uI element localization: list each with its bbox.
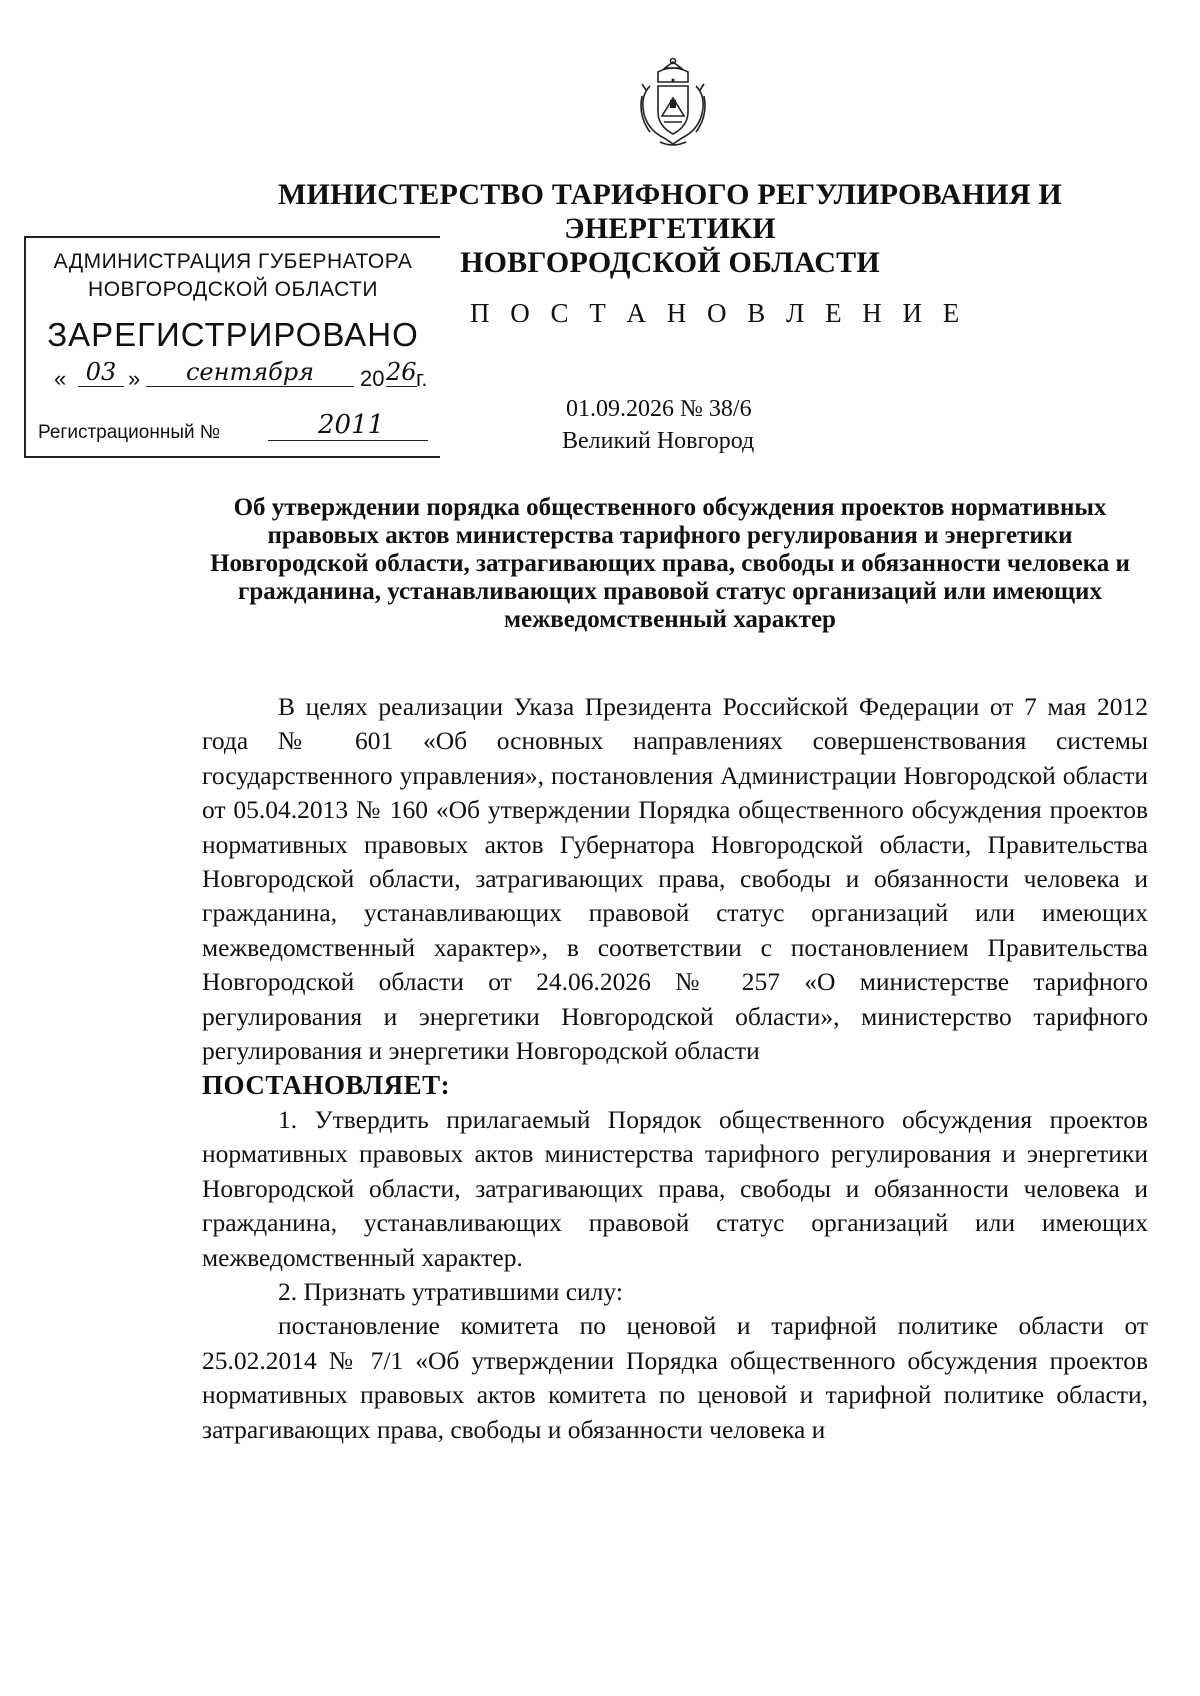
item-2-text-paragraph: постановление комитета по ценовой и тарифной политике области от 25.02.2014 № 7/1 «Об утверждении Порядка общественного обсуждения проектов нормативных правовых актов комитета по ценовой и тарифной политике области, затрагивающих права, свободы и обязанности человека и <box>202 1311 1148 1444</box>
stamp-month-handwritten: сентября <box>146 358 354 387</box>
document-date-number: 01.09.2026 № 38/6 <box>566 396 752 422</box>
stamp-year-suffix: г. <box>416 366 428 391</box>
decides-heading: ПОСТАНОВЛЯЕТ: <box>202 1070 451 1101</box>
document-body <box>202 690 1148 1447</box>
document-subject: Об утверждении порядка общественного обсуждения проектов нормативных правовых актов министерства тарифного регулирования и энергетики Новгородской области, затрагивающих права, свободы и обязанности человека и гражданина, устанавливающих правовой статус организаций или имеющих межведомственный характер <box>210 494 1130 633</box>
stamp-administration-line: АДМИНИСТРАЦИЯ ГУБЕРНАТОРА <box>53 250 413 273</box>
stamp-year-prefix: 20 <box>360 366 385 391</box>
ministry-title-line2: НОВГОРОДСКОЙ ОБЛАСТИ <box>460 246 880 279</box>
ministry-title-line1: МИНИСТЕРСТВО ТАРИФНОГО РЕГУЛИРОВАНИЯ И ЭНЕРГЕТИКИ <box>278 178 1062 245</box>
stamp-year-handwritten: 26 <box>386 358 417 386</box>
registration-stamp <box>24 236 440 458</box>
stamp-quote-open: « <box>54 366 67 391</box>
document-city: Великий Новгород <box>562 428 755 454</box>
stamp-day-handwritten: 03 <box>78 358 124 387</box>
document-type: П О С Т А Н О В Л Е Н И Е <box>470 298 967 328</box>
coat-of-arms-emblem <box>636 56 710 152</box>
stamp-registered-label: ЗАРЕГИСТРИРОВАНО <box>47 316 419 353</box>
stamp-number-label: Регистрационный № <box>38 422 221 443</box>
item-2-paragraph: 2. Признать утратившими силу: <box>278 1276 623 1306</box>
stamp-region-line: НОВГОРОДСКОЙ ОБЛАСТИ <box>88 278 378 301</box>
preamble-paragraph: В целях реализации Указа Президента Российской Федерации от 7 мая 2012 года № 601 «Об основных направлениях совершенствования системы государственного управления», постановления Администрации Новгородской области от 05.04.2013 № 160 «Об утверждении Порядка общественного обсуждения проектов нормативных правовых актов Губернатора Новгородской области, Правительства Новгородской области, затрагивающих права, свободы и обязанности человека и гражданина, устанавливающих правовой статус организаций или имеющих межведомственный характер», в соответствии с постановлением Правительства Новгородской области от 24.06.2026 № 257 «О министерстве тарифного регулирования и энергетики Новгородской области», министерство тарифного регулирования и энергетики Новгородской области <box>202 692 1148 1066</box>
item-1-paragraph: 1. Утвердить прилагаемый Порядок общественного обсуждения проектов нормативных правовых актов министерства тарифного регулирования и энергетики Новгородской области, затрагивающих права, свободы и обязанности человека и гражданина, устанавливающих правовой статус организаций или имеющих межведомственный характер. <box>202 1104 1148 1272</box>
stamp-number-handwritten: 2011 <box>268 410 428 441</box>
stamp-quote-close: » <box>128 366 141 391</box>
